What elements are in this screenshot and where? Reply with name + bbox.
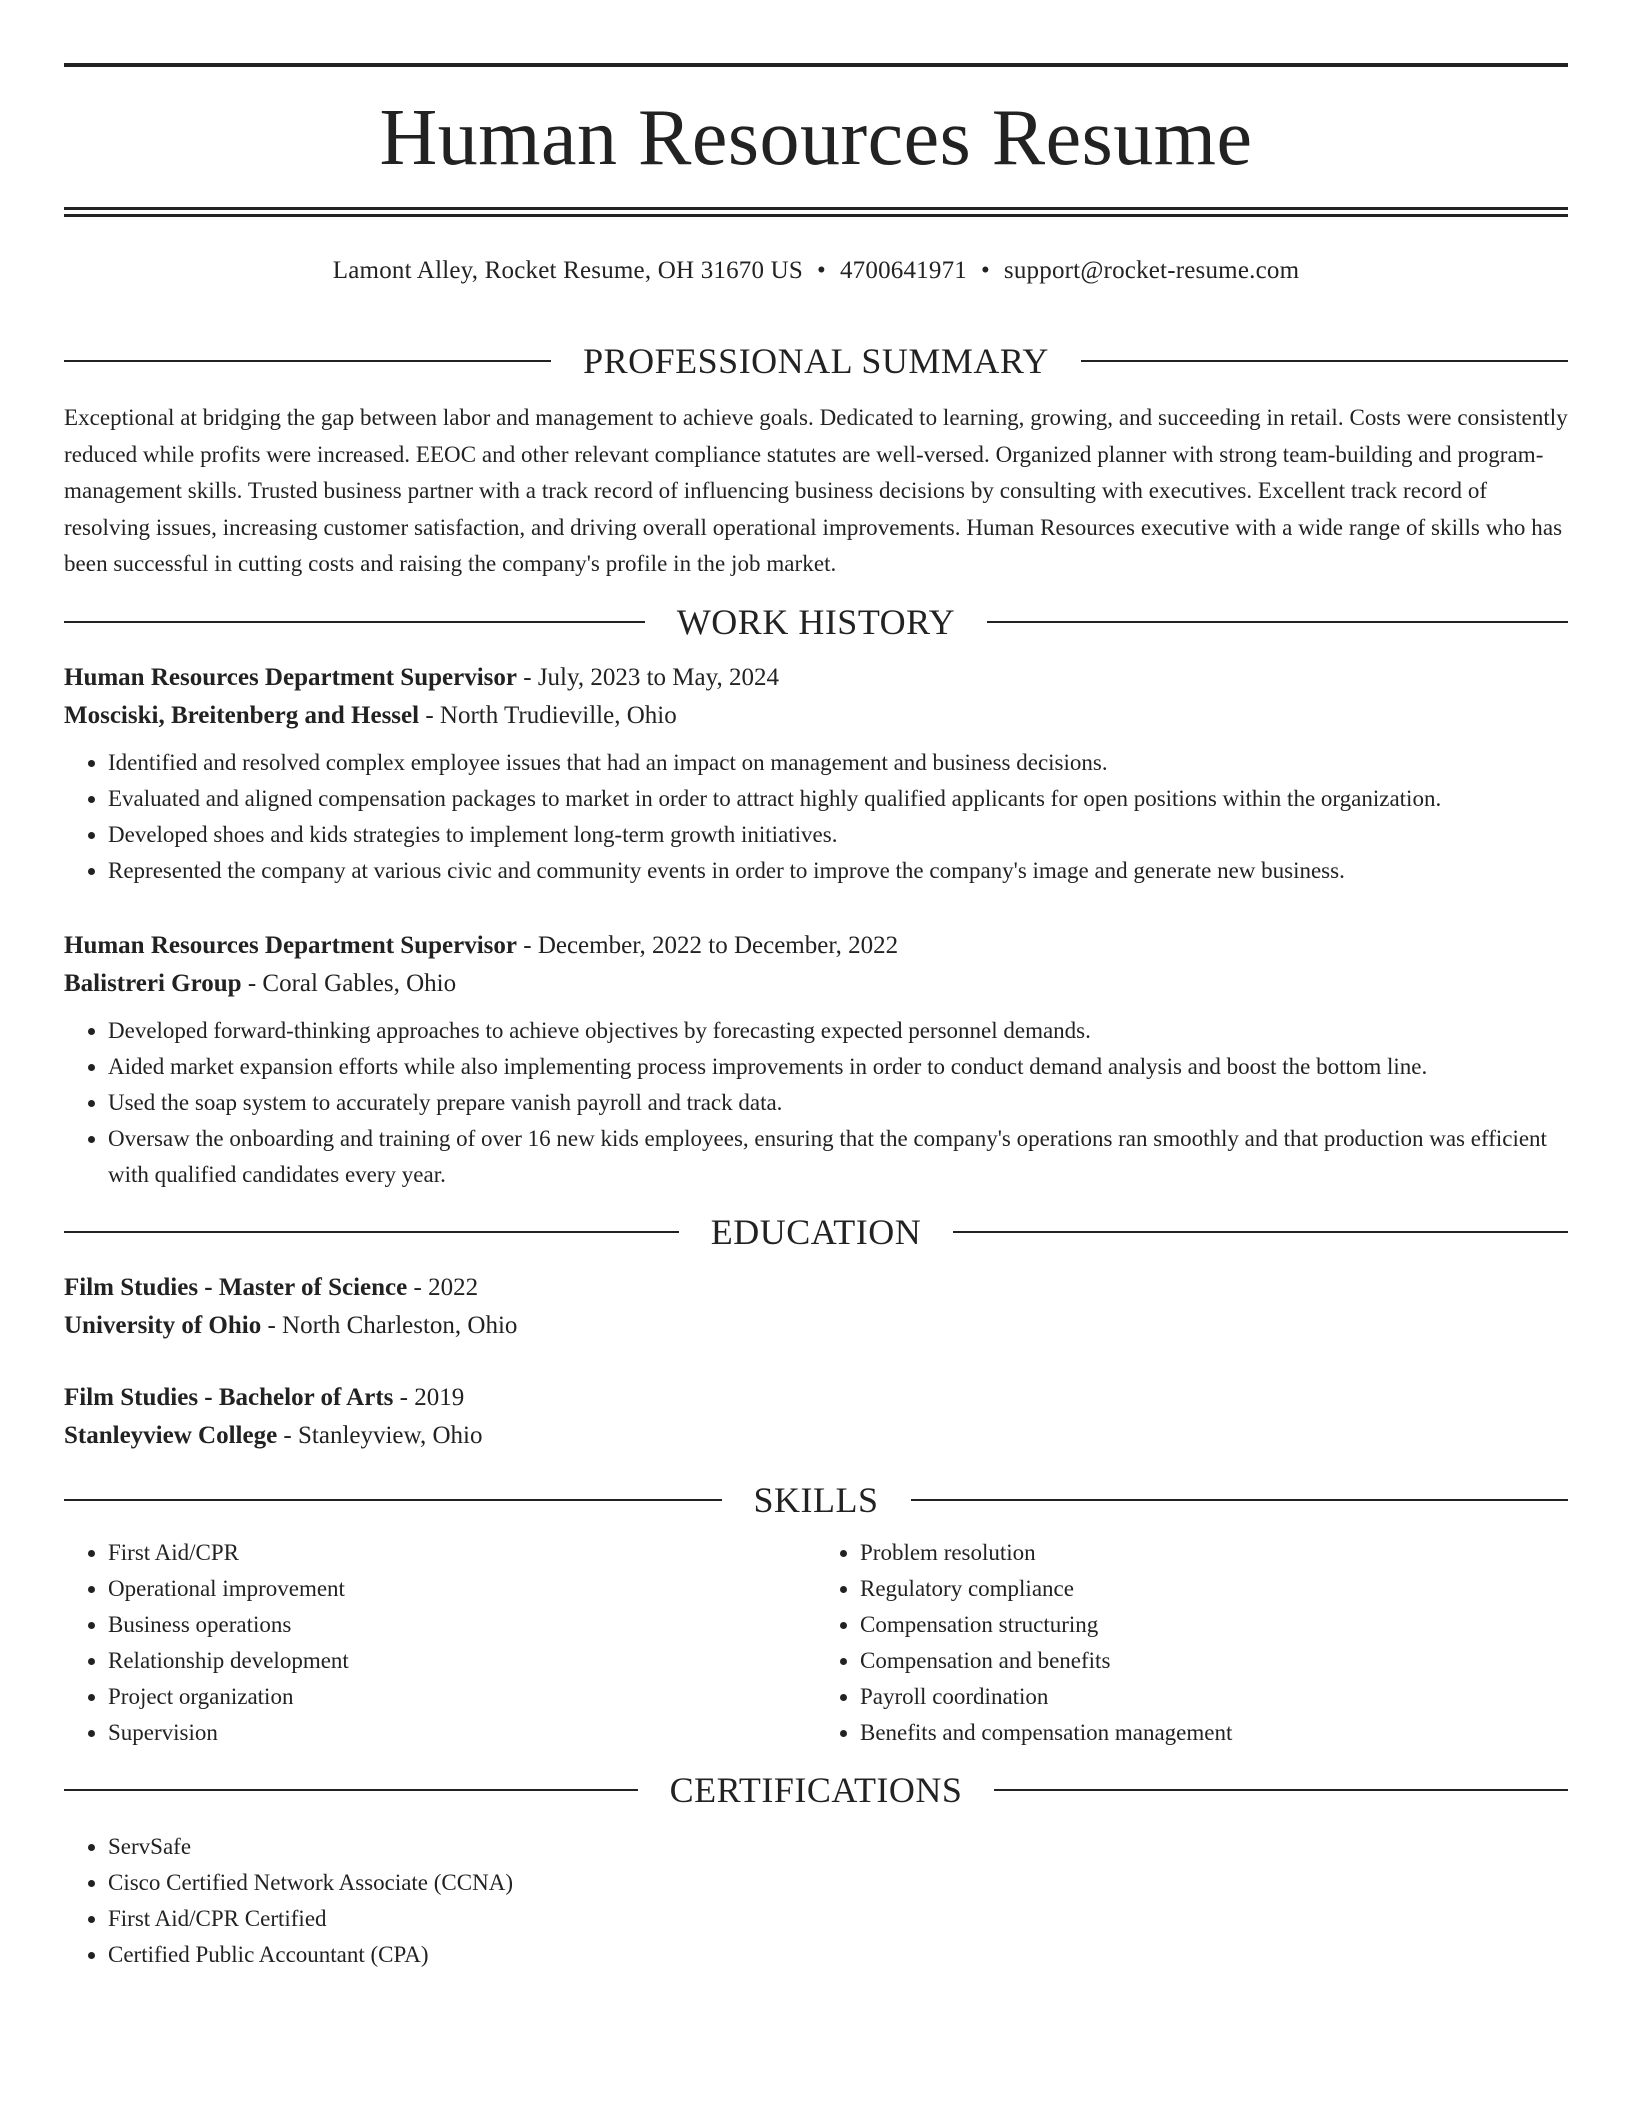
job-bullet: • Identified and resolved complex employee issues that had an impact on management and business decisions. — [108, 745, 1568, 781]
certification-item: • First Aid/CPR Certified — [108, 1901, 1568, 1937]
heading-rule-left — [64, 1499, 722, 1501]
degree-line — [64, 1269, 1568, 1307]
job-company: Balistreri Group — [64, 969, 242, 997]
job-bullets — [64, 745, 1568, 889]
title-double-rule — [64, 207, 1568, 217]
job-title-line — [64, 659, 1568, 697]
school-location: North Charleston, Ohio — [282, 1311, 518, 1339]
certifications-heading-label: CERTIFICATIONS — [669, 1769, 963, 1810]
dash: - — [407, 1273, 429, 1301]
job-title: Human Resources Department Supervisor — [64, 931, 517, 959]
education-entry — [64, 1269, 1568, 1345]
heading-rule-right — [911, 1499, 1569, 1501]
job-entry — [64, 927, 1568, 1193]
skill-item: • Business operations — [108, 1607, 816, 1643]
education-heading — [64, 1207, 1568, 1257]
job-location: Coral Gables, Ohio — [262, 969, 457, 997]
education-heading-label: EDUCATION — [710, 1211, 922, 1252]
skill-item: • Supervision — [108, 1715, 816, 1751]
education-entry — [64, 1379, 1568, 1455]
school: University of Ohio — [64, 1311, 262, 1339]
job-dates: December, 2022 to December, 2022 — [537, 931, 899, 959]
work-history-section — [64, 597, 1568, 1193]
heading-rule-right — [987, 621, 1568, 623]
certification-item: • ServSafe — [108, 1829, 1568, 1865]
job-bullet: • Oversaw the onboarding and training of over 16 new kids employees, ensuring that the company's operations ran smoothly and that production was efficient with qualified candidates every year. — [108, 1121, 1568, 1193]
skill-item: • Compensation and benefits — [860, 1643, 1568, 1679]
graduation-year: 2019 — [414, 1383, 465, 1411]
job-bullet: • Used the soap system to accurately prepare vanish payroll and track data. — [108, 1085, 1568, 1121]
contact-email[interactable]: support@rocket-resume.com — [1003, 257, 1300, 284]
heading-rule-left — [64, 360, 551, 362]
dash: - — [241, 969, 263, 997]
contact-phone: 4700641971 — [839, 257, 967, 284]
contact-line — [64, 254, 1568, 288]
school-line — [64, 1307, 1568, 1345]
skills-heading-label: SKILLS — [753, 1479, 879, 1520]
job-bullet: • Developed shoes and kids strategies to implement long-term growth initiatives. — [108, 817, 1568, 853]
skills-heading — [64, 1475, 1568, 1525]
job-entry — [64, 659, 1568, 889]
job-location: North Trudieville, Ohio — [439, 701, 677, 729]
skill-item: • Payroll coordination — [860, 1679, 1568, 1715]
school: Stanleyview College — [64, 1421, 278, 1449]
contact-address: Lamont Alley, Rocket Resume, OH 31670 US — [332, 257, 804, 284]
education-section — [64, 1207, 1568, 1455]
skill-item: • Project organization — [108, 1679, 816, 1715]
skill-item: • Relationship development — [108, 1643, 816, 1679]
job-title-line — [64, 927, 1568, 965]
skill-item: • Compensation structuring — [860, 1607, 1568, 1643]
resume-title: Human Resources Resume — [379, 94, 1253, 182]
skill-item: • Problem resolution — [860, 1535, 1568, 1571]
dash: - — [516, 931, 538, 959]
degree: Film Studies - Bachelor of Arts — [64, 1383, 394, 1411]
certifications-section — [64, 1765, 1568, 1973]
skill-item: • Regulatory compliance — [860, 1571, 1568, 1607]
contact-separator: • — [980, 257, 990, 284]
summary-heading-label: PROFESSIONAL SUMMARY — [583, 341, 1049, 381]
skill-item: • Benefits and compensation management — [860, 1715, 1568, 1751]
heading-rule-left — [64, 621, 645, 623]
job-bullets — [64, 1013, 1568, 1193]
certifications-list — [64, 1829, 1568, 1973]
graduation-year: 2022 — [428, 1273, 479, 1301]
certification-item: • Cisco Certified Network Associate (CCNA) — [108, 1865, 1568, 1901]
school-location: Stanleyview, Ohio — [298, 1421, 483, 1449]
degree-line — [64, 1379, 1568, 1417]
heading-rule-right — [994, 1789, 1568, 1791]
dash: - — [261, 1311, 283, 1339]
dash: - — [419, 701, 440, 729]
heading-rule-right — [1081, 360, 1568, 362]
job-bullet: • Developed forward-thinking approaches to achieve objectives by forecasting expected personnel demands. — [108, 1013, 1568, 1049]
job-bullet: • Aided market expansion efforts while also implementing process improvements in order to conduct demand analysis and boost the bottom line. — [108, 1049, 1568, 1085]
skill-item: • Operational improvement — [108, 1571, 816, 1607]
job-company-line — [64, 965, 1568, 1003]
job-bullet: • Represented the company at various civic and community events in order to improve the company's image and generate new business. — [108, 853, 1568, 889]
work-history-heading-label: WORK HISTORY — [676, 601, 956, 642]
dash: - — [516, 663, 538, 691]
job-bullet: • Evaluated and aligned compensation packages to market in order to attract highly qualified applicants for open positions within the organization. — [108, 781, 1568, 817]
job-company-line — [64, 697, 1568, 735]
contact-separator: • — [817, 257, 826, 284]
job-company: Mosciski, Breitenberg and Hessel — [64, 701, 420, 729]
skill-item: • First Aid/CPR — [108, 1535, 816, 1571]
degree: Film Studies - Master of Science — [64, 1273, 408, 1301]
school-line — [64, 1417, 1568, 1455]
heading-rule-left — [64, 1231, 679, 1233]
summary-text: Exceptional at bridging the gap between labor and management to achieve goals. Dedicated to learning, growing, and succeeding in retail. Costs were consistently reduced while profits were increased. EEOC and other relevant compliance statutes are well-versed. Organized planner with strong team-building and program-management skills. Trusted business partner with a track record of influencing business decisions by consulting with executives. Excellent track record of resolving issues, increasing customer satisfaction, and driving overall operational improvements. Human Resources executive with a wide range of skills who has been successful in cutting costs and raising the company's profile in the job market. — [64, 405, 1568, 576]
skills-list-left — [64, 1535, 816, 1751]
job-title: Human Resources Department Supervisor — [64, 663, 517, 691]
dash: - — [277, 1421, 298, 1449]
skills-columns — [64, 1535, 1568, 1751]
heading-rule-left — [64, 1789, 638, 1791]
summary-heading — [64, 336, 1568, 386]
certification-item: • Certified Public Accountant (CPA) — [108, 1937, 1568, 1973]
certifications-heading — [64, 1765, 1568, 1815]
dash: - — [393, 1383, 415, 1411]
work-history-heading — [64, 597, 1568, 647]
job-dates: July, 2023 to May, 2024 — [537, 663, 780, 691]
summary-section — [64, 336, 1568, 583]
skills-section — [64, 1475, 1568, 1751]
heading-rule-right — [953, 1231, 1568, 1233]
resume-content — [64, 330, 1568, 1973]
top-rule — [64, 63, 1568, 67]
skills-list-right — [816, 1535, 1568, 1751]
